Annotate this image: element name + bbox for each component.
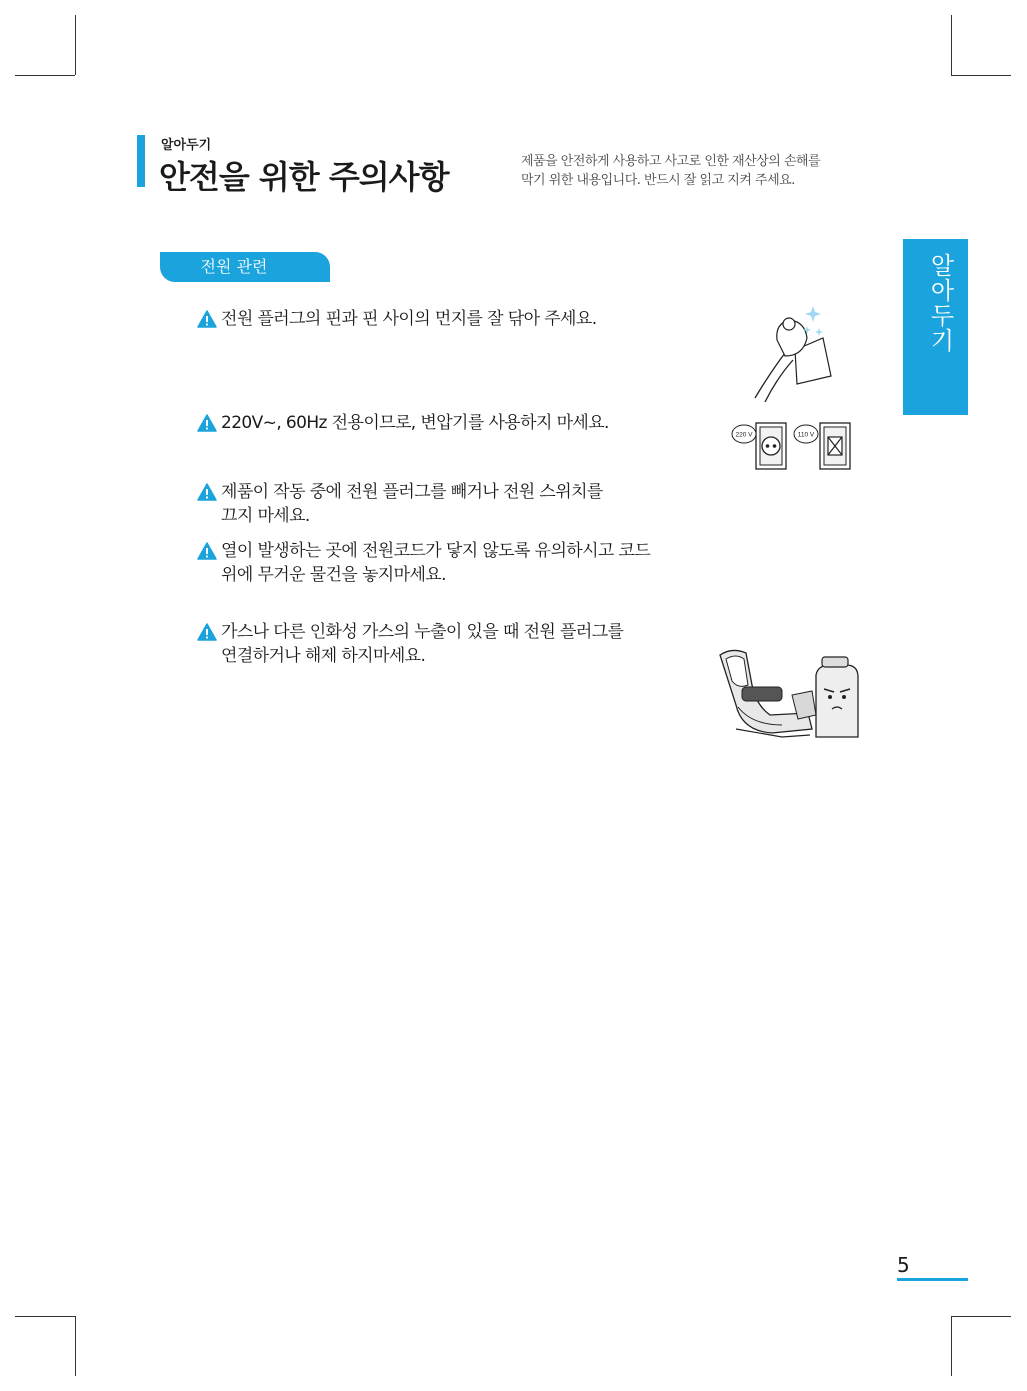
page-title: 안전을 위한 주의사항 xyxy=(159,158,449,196)
section-kicker: 알아두기 xyxy=(161,138,212,153)
warning-triangle-icon xyxy=(197,483,217,501)
crop-mark xyxy=(951,1316,1011,1317)
warning-text: 220V~, 60Hz 전용이므로, 변압기를 사용하지 마세요. xyxy=(221,413,609,433)
crop-mark xyxy=(15,75,75,76)
crop-mark xyxy=(15,1316,75,1317)
outlet-110-label: 110 V xyxy=(797,431,815,439)
warning-text: 제품이 작동 중에 전원 플러그를 빼거나 전원 스위치를 xyxy=(221,482,603,502)
warning-triangle-icon xyxy=(197,623,217,641)
crop-mark xyxy=(75,1316,76,1376)
warning-triangle-icon xyxy=(197,310,217,328)
title-accent-bar xyxy=(137,135,145,187)
warning-text: 전원 플러그의 핀과 핀 사이의 먼지를 잘 닦아 주세요. xyxy=(221,309,597,329)
warning-text: 열이 발생하는 곳에 전원코드가 닿지 않도록 유의하시고 코드 xyxy=(221,541,651,561)
crop-mark xyxy=(75,15,76,75)
page-number: 5 xyxy=(897,1253,910,1277)
warning-text: 연결하거나 해제 하지마세요. xyxy=(221,646,426,666)
warning-text: 가스나 다른 인화성 가스의 누출이 있을 때 전원 플러그를 xyxy=(221,622,624,642)
intro-line: 막기 위한 내용입니다. 반드시 잘 읽고 지켜 주세요. xyxy=(521,173,795,188)
warning-triangle-icon xyxy=(197,542,217,560)
intro-text xyxy=(521,152,881,190)
warning-triangle-icon xyxy=(197,414,217,432)
outlet-220-label: 220 V xyxy=(735,431,753,439)
chapter-side-tab xyxy=(903,239,968,415)
chair-gas-canister-illustration xyxy=(712,645,862,745)
warning-text: 끄지 마세요. xyxy=(221,506,310,526)
crop-mark xyxy=(951,1316,952,1376)
section-label: 전원 관련 xyxy=(160,252,330,282)
crop-mark xyxy=(951,75,1011,76)
page-number-rule xyxy=(897,1278,968,1281)
voltage-outlets-illustration xyxy=(730,420,855,472)
warning-text: 위에 무거운 물건을 놓지마세요. xyxy=(221,565,446,585)
wiping-plug-illustration xyxy=(745,298,835,403)
chapter-side-tab-label: 알아두기 xyxy=(926,253,954,353)
crop-mark xyxy=(951,15,952,75)
intro-line: 제품을 안전하게 사용하고 사고로 인한 재산상의 손해를 xyxy=(521,154,821,169)
